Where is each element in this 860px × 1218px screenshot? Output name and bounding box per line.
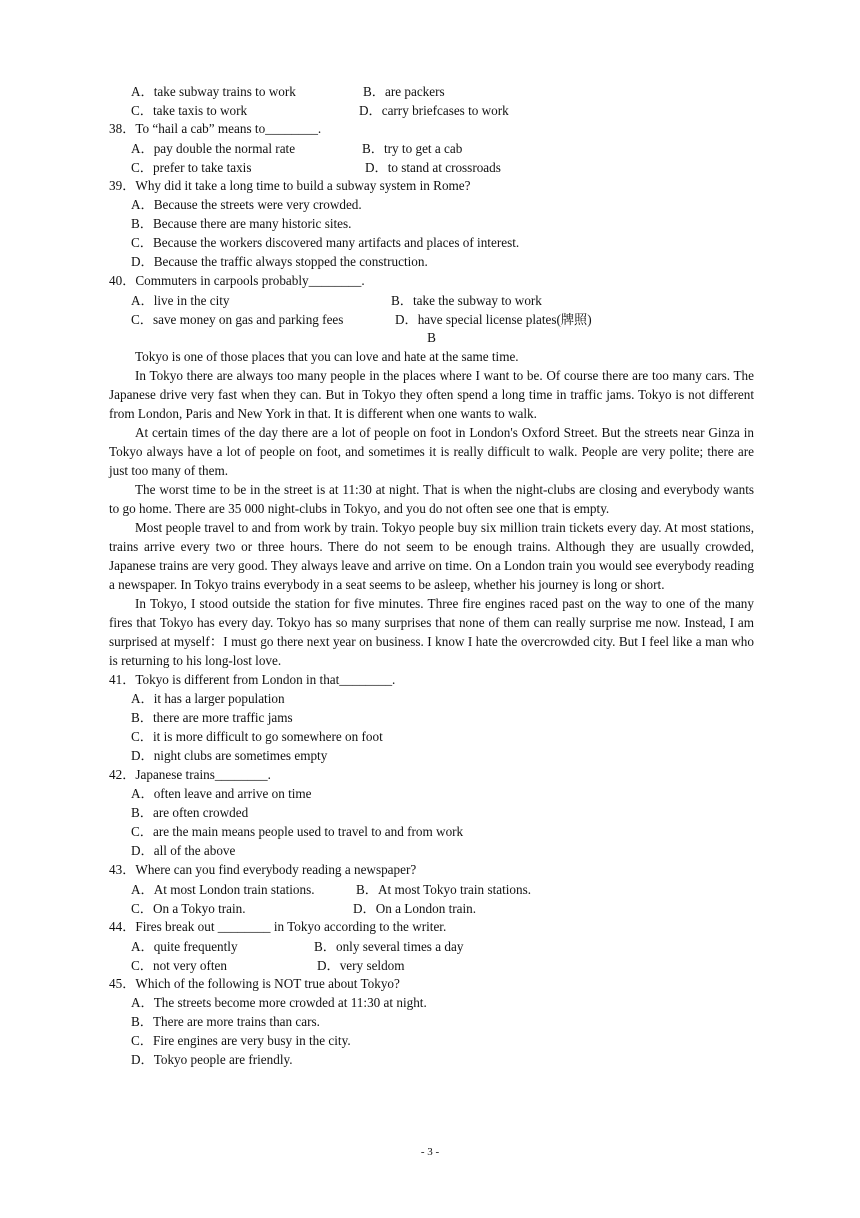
option-a: A．often leave and arrive on time [131,786,312,801]
question-42-stem: 42．Japanese trains________. [109,767,271,782]
question-39-stem: 39．Why did it take a long time to build a subway system in Rome? [109,178,471,193]
q43-options-row-1 [109,879,754,898]
option-b: B．Because there are many historic sites. [131,216,352,231]
option-d: D．On a London train. [353,901,477,916]
passage-paragraph: In Tokyo there are always too many people in the places where I want to be. Of course there are too many cars. The Japanese drive very fast when they can. But in Tokyo they often spend a long time in traffic jams. Tokyo is not different from London, Paris and New York in that. It is different when one wants to walk. [109,368,754,421]
page-number: - 3 - [420,1146,440,1158]
document-page [109,81,754,1069]
passage-paragraph: Most people travel to and from work by train. Tokyo people buy six million train tickets every day. At most stations, trains arrive every two or three hours. There do not seem to be enough trains. Although they are usually crowded, Japanese trains are very good. They always leave and arrive on time. On a London train you would see everybody reading a newspaper. In Tokyo trains everybody in a seat seems to be asleep, whether his journey is long or short. [109,520,754,592]
q44-options-row-2 [109,955,754,974]
option-c: C．Fire engines are very busy in the city. [131,1033,351,1048]
question-45-stem: 45．Which of the following is NOT true about Tokyo? [109,976,400,991]
option-c: C．save money on gas and parking fees [131,312,344,327]
option-b: B．take the subway to work [391,293,542,308]
option-a: A．Because the streets were very crowded. [131,197,362,212]
option-c: C．On a Tokyo train. [131,901,246,916]
q37-options-row-2 [109,100,754,119]
option-a: A．pay double the normal rate [131,141,296,156]
option-b: B．There are more trains than cars. [131,1014,320,1029]
option-a: A．take subway trains to work [131,84,296,99]
question-40-stem: 40．Commuters in carpools probably________. [109,273,365,288]
option-d: D．all of the above [131,843,236,858]
q44-options-row-1 [109,936,754,955]
question-41-stem: 41．Tokyo is different from London in that________. [109,672,396,687]
option-c: C．prefer to take taxis [131,160,252,175]
option-d: D．have special license plates(牌照) [395,312,592,327]
q43-options-row-2 [109,898,754,917]
option-b: B．are often crowded [131,805,249,820]
q38-options-row-1 [109,138,754,157]
option-d: D．Tokyo people are friendly. [131,1052,293,1067]
passage-paragraph: In Tokyo, I stood outside the station for five minutes. Three fire engines raced past on the way to one of the many fires that Tokyo has every day. Tokyo has so many surprises that none of them can really surprise me now. Instead, I am surprised at myself：I must go there next year on business. I know I hate the overcrowded city. But I feel like a man who is returning to his long-lost love. [109,596,754,668]
section-label: B [427,330,436,345]
option-d: D．night clubs are sometimes empty [131,748,328,763]
passage-paragraph: At certain times of the day there are a lot of people on foot in London's Oxford Street. But the streets near Ginza in Tokyo always have a lot of people on foot, and sometimes it is really difficult to walk. People are very polite; there are just too many of them. [109,425,754,478]
option-a: A．The streets become more crowded at 11:30 at night. [131,995,427,1010]
q38-options-row-2 [109,157,754,176]
question-43-stem: 43．Where can you find everybody reading a newspaper? [109,862,417,877]
option-c: C．are the main means people used to travel to and from work [131,824,464,839]
option-a: A．At most London train stations. [131,882,315,897]
option-b: B．are packers [363,84,445,99]
option-d: D．Because the traffic always stopped the construction. [131,254,428,269]
passage-paragraph: The worst time to be in the street is at 11:30 at night. That is when the night-clubs are closing and everybody wants to go home. There are 35 000 night-clubs in Tokyo, and you do not often see one that is empty. [109,482,754,516]
option-d: D．very seldom [317,958,405,973]
option-c: C．Because the workers discovered many artifacts and places of interest. [131,235,520,250]
option-b: B．At most Tokyo train stations. [356,882,532,897]
option-d: D．carry briefcases to work [359,103,509,118]
passage-paragraph: Tokyo is one of those places that you can love and hate at the same time. [135,349,519,364]
option-a: A．live in the city [131,293,230,308]
q37-options-row-1 [109,81,754,100]
option-c: C．not very often [131,958,227,973]
option-b: B．only several times a day [314,939,464,954]
q40-options-row-1 [109,290,754,309]
question-44-stem: 44．Fires break out ________ in Tokyo according to the writer. [109,919,447,934]
option-b: B．try to get a cab [362,141,463,156]
option-a: A．quite frequently [131,939,238,954]
option-c: C．take taxis to work [131,103,248,118]
question-38-stem: 38．To “hail a cab” means to________. [109,121,322,136]
option-d: D．to stand at crossroads [365,160,501,175]
option-a: A．it has a larger population [131,691,285,706]
q40-options-row-2 [109,309,754,328]
option-b: B．there are more traffic jams [131,710,293,725]
option-c: C．it is more difficult to go somewhere on foot [131,729,383,744]
